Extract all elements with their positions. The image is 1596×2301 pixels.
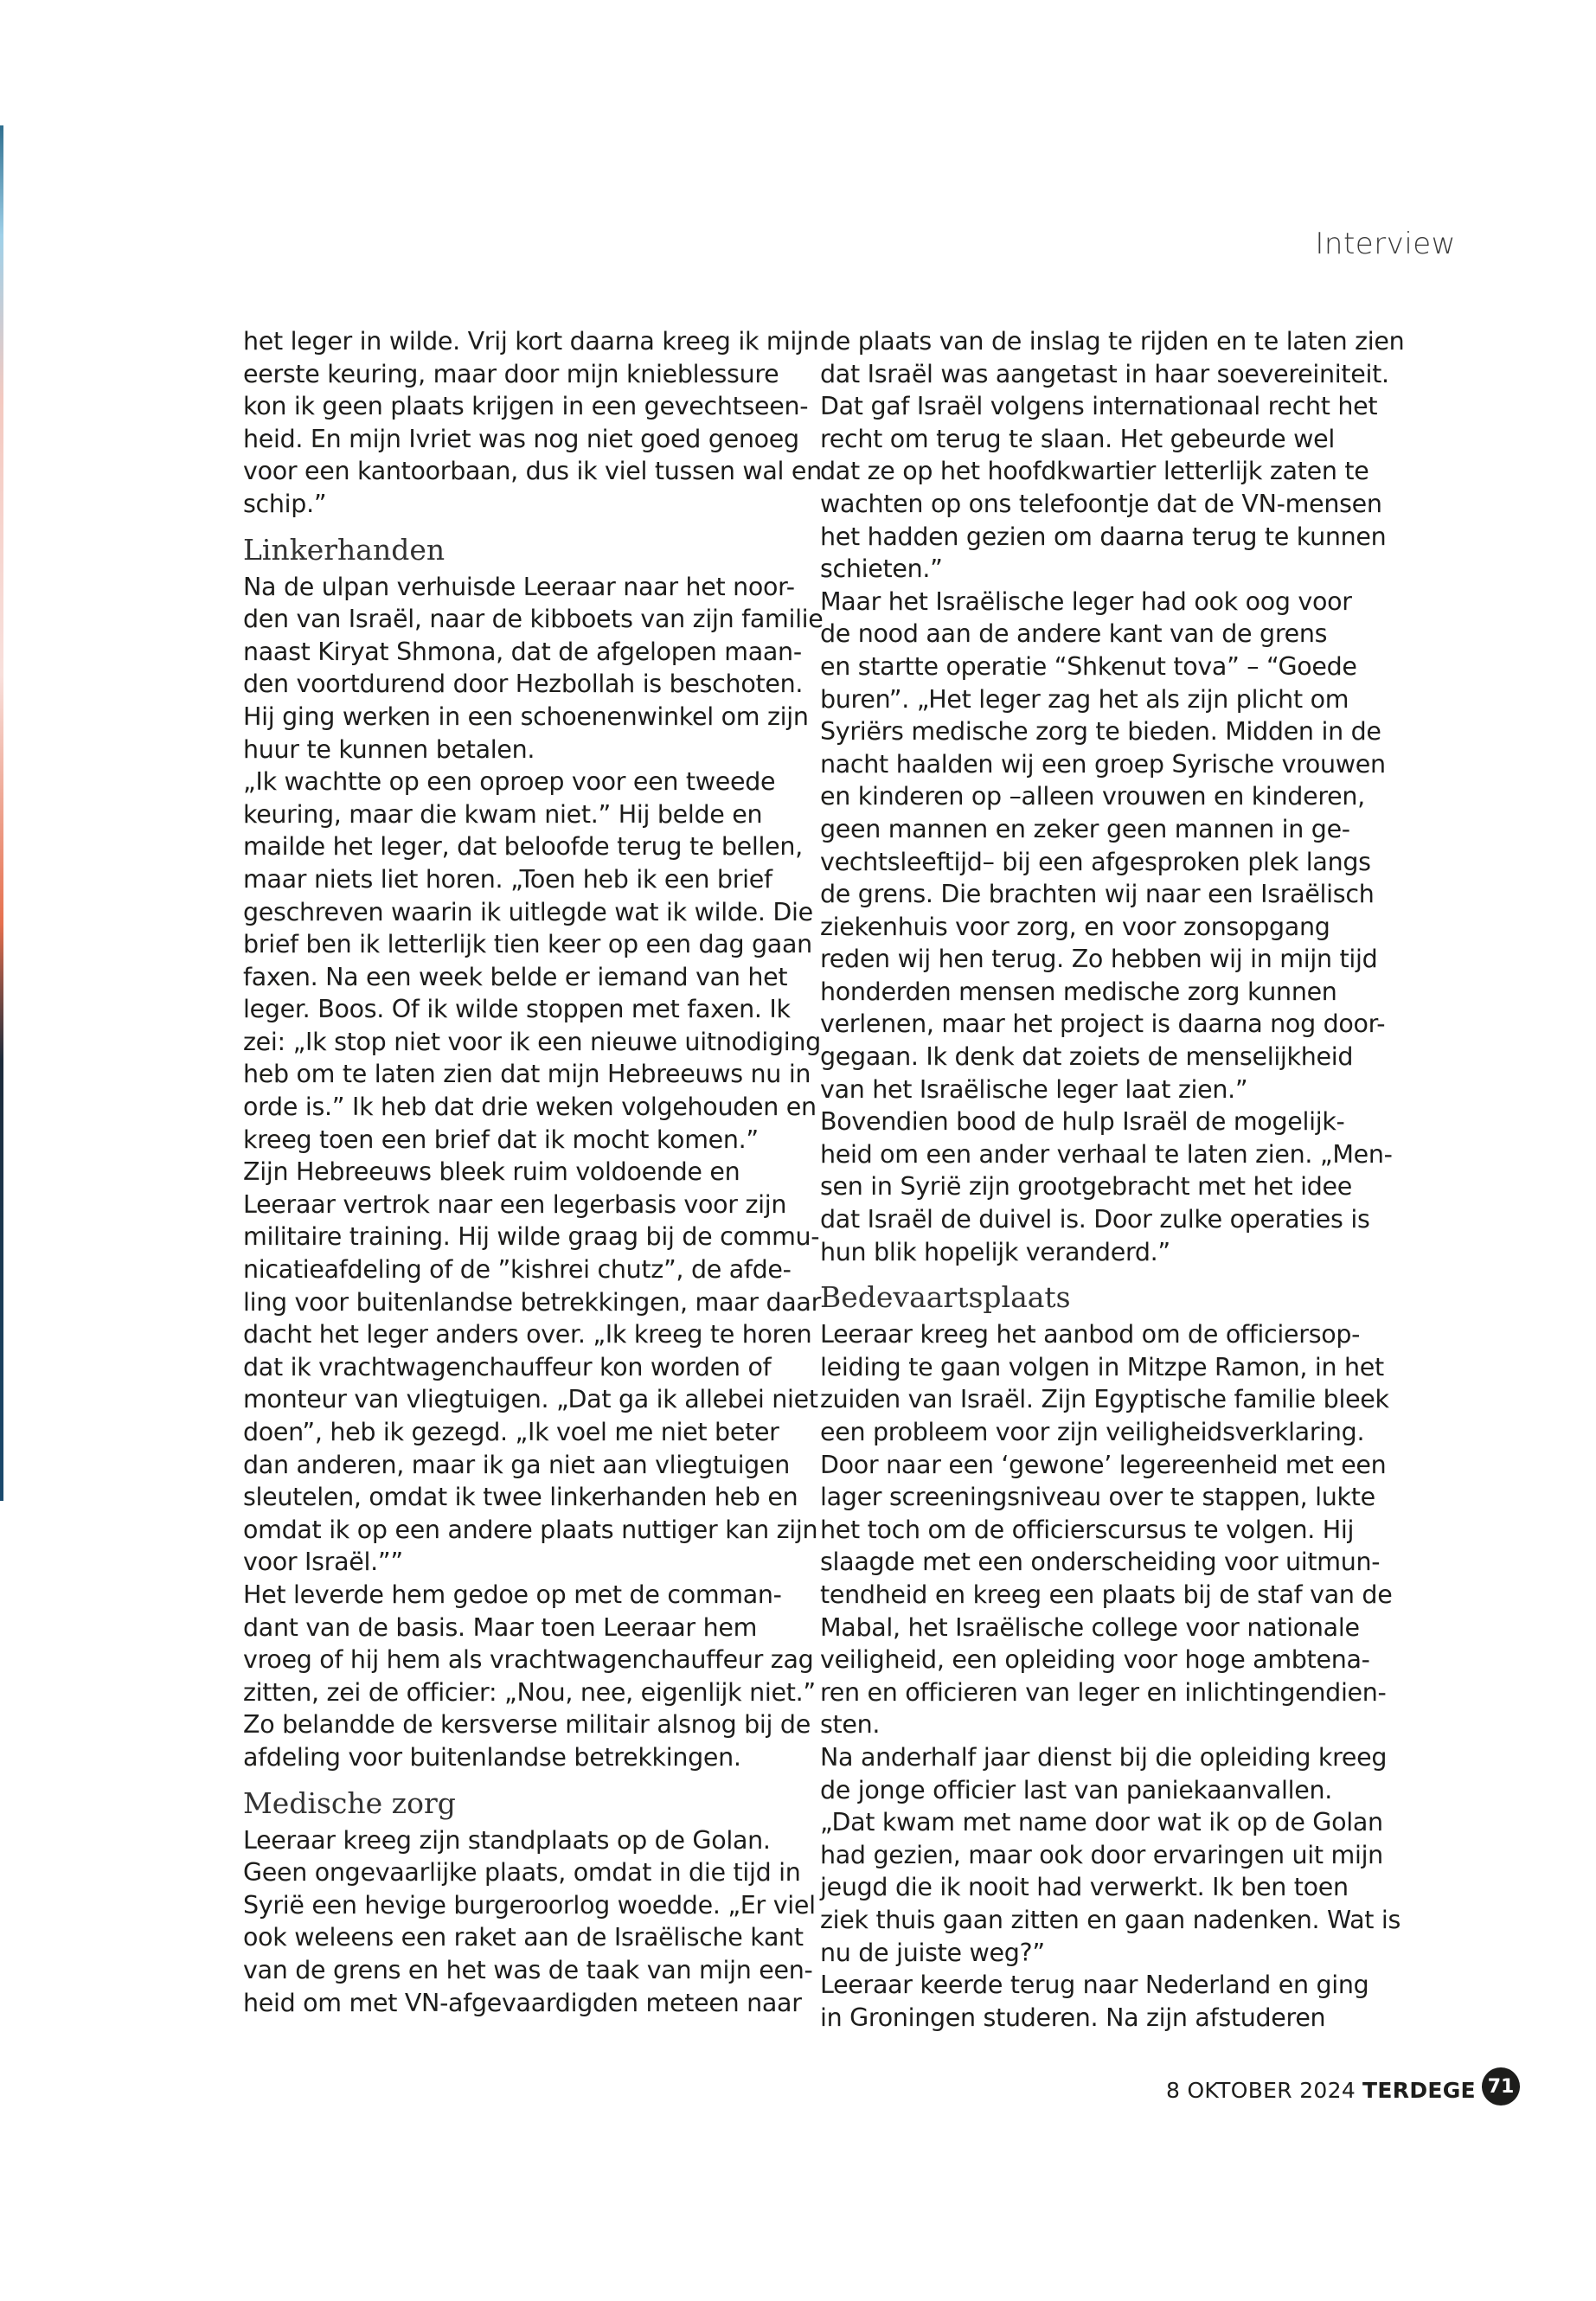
text-line [820, 358, 1389, 391]
text-line [820, 1318, 1374, 1351]
text-line [243, 1708, 811, 1741]
text-line [820, 2002, 1374, 2035]
line-text: de jonge officier last van paniekaanvallen. [820, 1775, 1333, 1804]
text-line [820, 1041, 1374, 1074]
line-text: Linkerhanden [243, 532, 445, 567]
line-text: verlenen, maar het project is daarna nog door- [820, 1009, 1386, 1039]
article-column-left [243, 325, 824, 2019]
text-line [243, 1286, 822, 1319]
line-text: lager screeningsniveau over te stappen, lukte [820, 1483, 1375, 1512]
line-text: schieten.” [820, 554, 943, 584]
line-text: Leeraar keerde terug naar Nederland en ging [820, 1971, 1369, 2000]
line-text: nu de juiste weg?” [820, 1938, 1045, 1967]
line-text: heb om te laten zien dat mijn Hebreeuws nu in [243, 1060, 811, 1089]
line-text: recht om terug te slaan. Het gebeurde wel [820, 424, 1336, 453]
line-text: heid om met VN-afgevaardigden meteen naar [243, 1988, 802, 2017]
line-text: de nood aan de andere kant van de grens [820, 619, 1328, 649]
line-text: leiding te gaan volgen in Mitzpe Ramon, in het [820, 1352, 1384, 1381]
line-text: doen”, heb ik gezegd. „Ik voel me niet beter [243, 1418, 779, 1446]
line-text: de grens. Die brachten wij naar een Israëlisch [820, 880, 1375, 909]
line-text: Na anderhalf jaar dienst bij die opleiding kreeg [820, 1742, 1388, 1772]
text-line [243, 1514, 818, 1547]
text-line [820, 878, 1374, 911]
line-text: Leeraar kreeg het aanbod om de officiersop- [820, 1320, 1361, 1349]
text-line [820, 1937, 1374, 1970]
line-text: sten. [820, 1710, 881, 1740]
line-text: sen in Syrië zijn grootgebracht met het idee [820, 1172, 1352, 1202]
text-line [820, 1839, 1383, 1872]
text-line [820, 1449, 1387, 1482]
text-line [243, 423, 797, 456]
text-line [820, 1969, 1374, 2002]
text-line [820, 1741, 1388, 1774]
line-text: zei: „Ik stop niet voor ik een nieuwe uitnodiging [243, 1027, 821, 1056]
paragraph-block [820, 1318, 1401, 2034]
line-text: het toch om de officierscursus te volgen. Hij [820, 1515, 1355, 1544]
line-text: ren en officieren van leger en inlichtingendien- [820, 1677, 1387, 1707]
line-text: sleutelen, omdat ik twee linkerhanden heb en [243, 1483, 798, 1512]
line-text: kreeg toen een brief dat ik mocht komen.” [243, 1125, 759, 1154]
text-line [820, 1806, 1383, 1839]
line-text: buren”. „Het leger zag het als zijn plicht om [820, 684, 1349, 714]
text-line [243, 1058, 811, 1091]
line-text: geen mannen en zeker geen mannen in ge- [820, 814, 1350, 843]
line-text: Syrië een hevige burgeroorlog woedde. „Er viel [243, 1890, 816, 1920]
text-line [243, 1416, 797, 1449]
line-text: mailde het leger, dat beloofde terug te bellen, [243, 832, 803, 862]
line-text: Syriërs medische zorg te bieden. Midden in de [820, 717, 1381, 747]
text-line [820, 813, 1374, 846]
line-text: het hadden gezien om daarna terug te kunnen [820, 522, 1387, 551]
subheading [243, 533, 797, 567]
line-text: het leger in wilde. Vrij kort daarna kreeg ik mijn [243, 327, 819, 356]
text-line [243, 766, 797, 798]
text-line [243, 1612, 797, 1644]
text-line [820, 455, 1374, 488]
line-text: had gezien, maar ook door ervaringen uit mijn [820, 1840, 1383, 1869]
text-line [243, 1189, 797, 1221]
line-text: kon ik geen plaats krijgen in een gevechtseen- [243, 392, 809, 421]
text-line [243, 1889, 816, 1922]
line-text: en kinderen op –alleen vrouwen en kinderen, [820, 782, 1365, 811]
line-text: Na de ulpan verhuisde Leeraar naar het noor- [243, 572, 795, 601]
subheading [820, 1280, 1374, 1315]
text-line [820, 423, 1374, 456]
line-text: vroeg of hij hem als vrachtwagenchauffeur zag [243, 1645, 814, 1675]
line-text: leger. Boos. Of ik wilde stoppen met faxen. Ik [243, 995, 791, 1024]
issue-date: 8 OKTOBER 2024 [1166, 2078, 1356, 2103]
text-line [820, 1383, 1389, 1416]
text-line [243, 1351, 797, 1384]
text-line [243, 1156, 797, 1189]
line-text: nicatieafdeling of de ”kishrei chutz”, de afde- [243, 1255, 792, 1285]
line-text: zitten, zei de officier: „Nou, nee, eigenlijk niet.” [243, 1677, 816, 1707]
text-line [243, 603, 824, 636]
line-text: maar niets liet horen. „Toen heb ik een brief [243, 864, 772, 894]
article-column-right [820, 325, 1405, 2034]
text-line [820, 1676, 1387, 1709]
text-line [243, 961, 797, 994]
line-text: van de grens en het was de taak van mijn een- [243, 1955, 813, 1984]
line-text: brief ben ik letterlijk tien keer op een dag gaan [243, 930, 812, 959]
line-text: heid. En mijn Ivriet was nog niet goed genoeg [243, 424, 799, 453]
text-line [243, 1383, 818, 1416]
magazine-name: TERDEGE [1362, 2078, 1476, 2103]
line-text: Maar het Israëlische leger had ook oog voor [820, 586, 1352, 616]
line-text: Het leverde hem gedoe op met de comman- [243, 1580, 782, 1609]
text-line [820, 1871, 1374, 1904]
text-line [820, 1612, 1374, 1644]
line-text: een probleem voor zijn veiligheidsverklaring. [820, 1418, 1365, 1446]
page-footer [1166, 2078, 1476, 2103]
line-text: eerste keuring, maar door mijn knieblessure [243, 359, 779, 388]
line-text: Medische zorg [243, 1785, 456, 1820]
text-line [243, 668, 804, 701]
paragraph-block [243, 571, 824, 1774]
text-line [243, 798, 797, 831]
text-line [243, 390, 809, 423]
line-text: afdeling voor buitenlandse betrekkingen. [243, 1742, 741, 1772]
text-line [243, 1481, 797, 1514]
text-line [243, 1253, 797, 1286]
text-line [243, 830, 803, 863]
line-text: voor Israël.”” [243, 1548, 403, 1577]
text-line [820, 1774, 1374, 1807]
line-text: tendheid en kreeg een plaats bij de staf van de [820, 1580, 1393, 1609]
text-line [243, 1954, 813, 1987]
text-line [243, 325, 819, 358]
text-line [820, 1008, 1386, 1041]
text-line [243, 1987, 802, 2020]
line-text: heid om een ander verhaal te laten zien. „Men- [820, 1139, 1393, 1169]
text-line [820, 1579, 1393, 1612]
text-line [820, 1170, 1374, 1203]
text-line [820, 1904, 1401, 1937]
subheading [243, 1786, 797, 1821]
text-line [243, 1921, 804, 1954]
text-line [820, 943, 1378, 976]
line-text: dat ze op het hoofdkwartier letterlijk zaten te [820, 457, 1369, 486]
text-line [243, 1676, 816, 1709]
line-text: en startte operatie “Shkenut tova” – “Goede [820, 651, 1357, 681]
line-text: ling voor buitenlandse betrekkingen, maar daar [243, 1287, 822, 1317]
text-line [820, 325, 1405, 358]
line-text: ziek thuis gaan zitten en gaan nadenken. Wat is [820, 1905, 1401, 1934]
text-line [243, 1824, 797, 1857]
line-text: de plaats van de inslag te rijden en te laten zien [820, 327, 1405, 356]
paragraph-block [243, 1824, 816, 2020]
text-line [243, 1546, 797, 1579]
line-text: orde is.” Ik heb dat drie weken volgehouden en [243, 1093, 817, 1122]
line-text: Hij ging werken in een schoenenwinkel om zijn [243, 702, 809, 731]
text-line [243, 488, 797, 521]
line-text: Leeraar kreeg zijn standplaats op de Golan. [243, 1825, 771, 1855]
line-text: hun blik hopelijk veranderd.” [820, 1237, 1170, 1266]
line-text: ziekenhuis voor zorg, en voor zonsopgang [820, 912, 1330, 941]
line-text: Geen ongevaarlijke plaats, omdat in die tijd in [243, 1858, 801, 1888]
paragraph-block [243, 325, 822, 521]
text-line [820, 651, 1374, 683]
line-text: vechtsleeftijd– bij een afgesproken plek langs [820, 847, 1371, 876]
text-line [820, 1416, 1374, 1449]
line-text: militaire training. Hij wilde graag bij de commu- [243, 1222, 820, 1252]
line-text: naast Kiryat Shmona, dat de afgelopen maan- [243, 637, 802, 666]
line-text: faxen. Na een week belde er iemand van het [243, 962, 788, 991]
line-text: huur te kunnen betalen. [243, 734, 535, 764]
line-text: in Groningen studeren. Na zijn afstuderen [820, 2003, 1326, 2032]
text-line [243, 1449, 797, 1482]
line-text: van het Israëlische leger laat zien.” [820, 1074, 1248, 1104]
text-line [820, 618, 1374, 651]
text-line [820, 586, 1374, 619]
text-line [243, 1579, 797, 1612]
line-text: geschreven waarin ik uitlegde wat ik wilde. Die [243, 897, 813, 926]
text-line [820, 976, 1374, 1009]
text-line [243, 1124, 797, 1157]
line-text: dant van de basis. Maar toen Leeraar hem [243, 1612, 758, 1642]
text-line [243, 1741, 797, 1774]
text-line [243, 734, 797, 766]
line-text: reden wij hen terug. Zo hebben wij in mijn tijd [820, 945, 1378, 974]
page-number: 71 [1482, 2067, 1520, 2106]
line-text: veiligheid, een opleiding voor hoge ambtena- [820, 1645, 1370, 1675]
line-text: Dat gaf Israël volgens internationaal recht het [820, 392, 1378, 421]
line-text: zuiden van Israël. Zijn Egyptische familie bleek [820, 1385, 1389, 1414]
text-line [820, 780, 1374, 813]
text-line [243, 701, 809, 734]
line-text: keuring, maar die kwam niet.” Hij belde en [243, 799, 763, 829]
subheading-text [243, 1786, 797, 1821]
text-line [820, 846, 1374, 879]
text-line [820, 1514, 1374, 1547]
line-text: Door naar een ‘gewone’ legereenheid met een [820, 1450, 1387, 1479]
text-line [820, 715, 1381, 748]
text-line [820, 748, 1386, 781]
line-text: „Ik wachtte op een oproep voor een tweede [243, 767, 776, 797]
line-text: nacht haalden wij een groep Syrische vrouwen [820, 749, 1386, 779]
text-line [243, 358, 797, 391]
photo-edge-strip [0, 125, 3, 1501]
text-line [243, 863, 797, 896]
text-line [243, 1026, 821, 1059]
line-text: gegaan. Ik denk dat zoiets de menselijkheid [820, 1042, 1354, 1072]
line-text: Leeraar vertrok naar een legerbasis voor zijn [243, 1189, 787, 1219]
line-text: Bovendien bood de hulp Israël de mogelijk- [820, 1107, 1345, 1137]
paragraph-block [820, 325, 1405, 1268]
text-line [243, 1221, 820, 1253]
line-text: voor een kantoorbaan, dus ik viel tussen wal en [243, 457, 822, 486]
text-line [820, 1546, 1381, 1579]
text-line [820, 683, 1374, 716]
text-line [820, 521, 1387, 554]
text-line [820, 1236, 1374, 1269]
line-text: dat Israël de duivel is. Door zulke operaties is [820, 1205, 1370, 1234]
line-text: wachten op ons telefoontje dat de VN-mensen [820, 489, 1382, 518]
subheading-text [820, 1280, 1374, 1315]
text-line [820, 1481, 1374, 1514]
line-text: schip.” [243, 489, 327, 518]
line-text: dat Israël was aangetast in haar soevereiniteit. [820, 359, 1389, 388]
line-text: Mabal, het Israëlische college voor nationale [820, 1612, 1360, 1642]
text-line [243, 1644, 814, 1676]
text-line [243, 993, 797, 1026]
text-line [820, 1074, 1374, 1106]
section-label: Interview [1315, 227, 1456, 261]
line-text: „Dat kwam met name door wat ik op de Golan [820, 1808, 1383, 1837]
text-line [820, 1106, 1374, 1138]
text-line [243, 1091, 817, 1124]
line-text: Zijn Hebreeuws bleek ruim voldoende en [243, 1157, 740, 1187]
text-line [243, 1856, 801, 1889]
line-text: monteur van vliegtuigen. „Dat ga ik allebei niet [243, 1385, 818, 1414]
line-text: dat ik vrachtwagenchauffeur kon worden of [243, 1352, 772, 1381]
text-line [820, 390, 1378, 423]
line-text: Bedevaartsplaats [820, 1280, 1071, 1315]
text-line [243, 1318, 812, 1351]
text-line [820, 553, 1374, 586]
subheading-text [243, 533, 797, 567]
text-line [820, 1708, 1374, 1741]
text-line [243, 928, 812, 961]
line-text: omdat ik op een andere plaats nuttiger kan zijn [243, 1515, 818, 1544]
text-line [820, 1138, 1393, 1171]
line-text: honderden mensen medische zorg kunnen [820, 977, 1337, 1006]
text-line [243, 896, 813, 929]
text-line [820, 1203, 1374, 1236]
line-text: ook weleens een raket aan de Israëlische kant [243, 1923, 804, 1952]
text-line [243, 636, 802, 669]
text-line [820, 911, 1374, 944]
line-text: jeugd die ik nooit had verwerkt. Ik ben toen [820, 1873, 1349, 1902]
line-text: den van Israël, naar de kibboets van zijn familie [243, 605, 824, 634]
text-line [243, 455, 822, 488]
line-text: slaagde met een onderscheiding voor uitmun- [820, 1548, 1381, 1577]
line-text: dan anderen, maar ik ga niet aan vliegtuigen [243, 1450, 790, 1479]
text-line [243, 571, 797, 604]
line-text: den voortdurend door Hezbollah is beschoten. [243, 670, 804, 699]
line-text: Zo belandde de kersverse militair alsnog bij de [243, 1710, 811, 1740]
line-text: dacht het leger anders over. „Ik kreeg te horen [243, 1320, 812, 1349]
text-line [820, 488, 1382, 521]
text-line [820, 1351, 1384, 1384]
text-line [820, 1644, 1374, 1676]
